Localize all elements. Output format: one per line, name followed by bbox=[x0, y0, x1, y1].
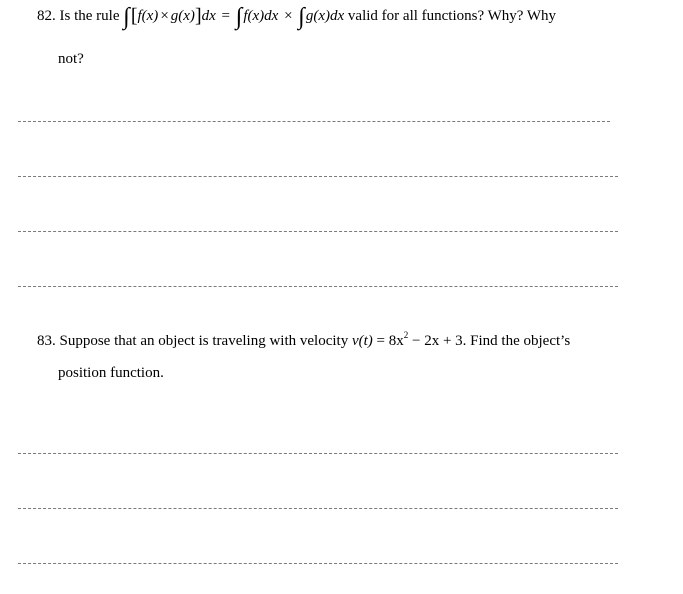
dx-term: dx bbox=[201, 8, 216, 24]
answer-line-82-4[interactable] bbox=[18, 286, 618, 287]
answer-line-83-3[interactable] bbox=[18, 563, 618, 564]
g-dx-term: g(x)dx bbox=[305, 8, 345, 24]
answer-line-83-1[interactable] bbox=[18, 453, 618, 454]
question-83-number: 83. bbox=[37, 333, 56, 349]
velocity-v-of-t: v(t) bbox=[351, 333, 373, 349]
f-of-x: f(x) bbox=[137, 8, 159, 24]
f-dx-term: f(x)dx bbox=[243, 8, 279, 24]
question-83 bbox=[37, 325, 570, 351]
question-83-tail: Find the object’s bbox=[470, 333, 571, 349]
integral-sign-f: ∫ bbox=[235, 4, 243, 30]
velocity-formula bbox=[351, 330, 470, 349]
answer-line-82-1[interactable] bbox=[18, 121, 610, 122]
question-82-lead: Is the rule bbox=[59, 8, 120, 24]
question-83-lead: Suppose that an object is traveling with velocity bbox=[59, 333, 349, 349]
integral-sign-g: ∫ bbox=[298, 4, 305, 30]
question-83-line2: position function. bbox=[58, 365, 164, 381]
times-operator-2: × bbox=[284, 8, 293, 24]
g-of-x: g(x) bbox=[170, 8, 195, 24]
left-bracket: [ bbox=[130, 5, 138, 27]
question-82-line2: not? bbox=[58, 51, 84, 67]
question-82-tail: valid for all functions? Why? Why bbox=[347, 8, 557, 24]
integral-sign: ∫ bbox=[123, 4, 130, 30]
question-82-formula bbox=[123, 4, 348, 30]
equals-operator: = bbox=[221, 8, 230, 24]
question-82-number: 82. bbox=[37, 8, 56, 24]
answer-line-83-2[interactable] bbox=[18, 508, 618, 509]
answer-line-82-3[interactable] bbox=[18, 231, 618, 232]
velocity-eq: = 8x bbox=[376, 333, 404, 349]
right-bracket: ] bbox=[194, 5, 202, 27]
question-82 bbox=[37, 4, 557, 30]
velocity-exponent: 2 bbox=[403, 330, 409, 340]
answer-line-82-2[interactable] bbox=[18, 176, 618, 177]
velocity-rest: − 2x + 3. bbox=[408, 333, 467, 349]
times-operator: × bbox=[160, 8, 169, 24]
